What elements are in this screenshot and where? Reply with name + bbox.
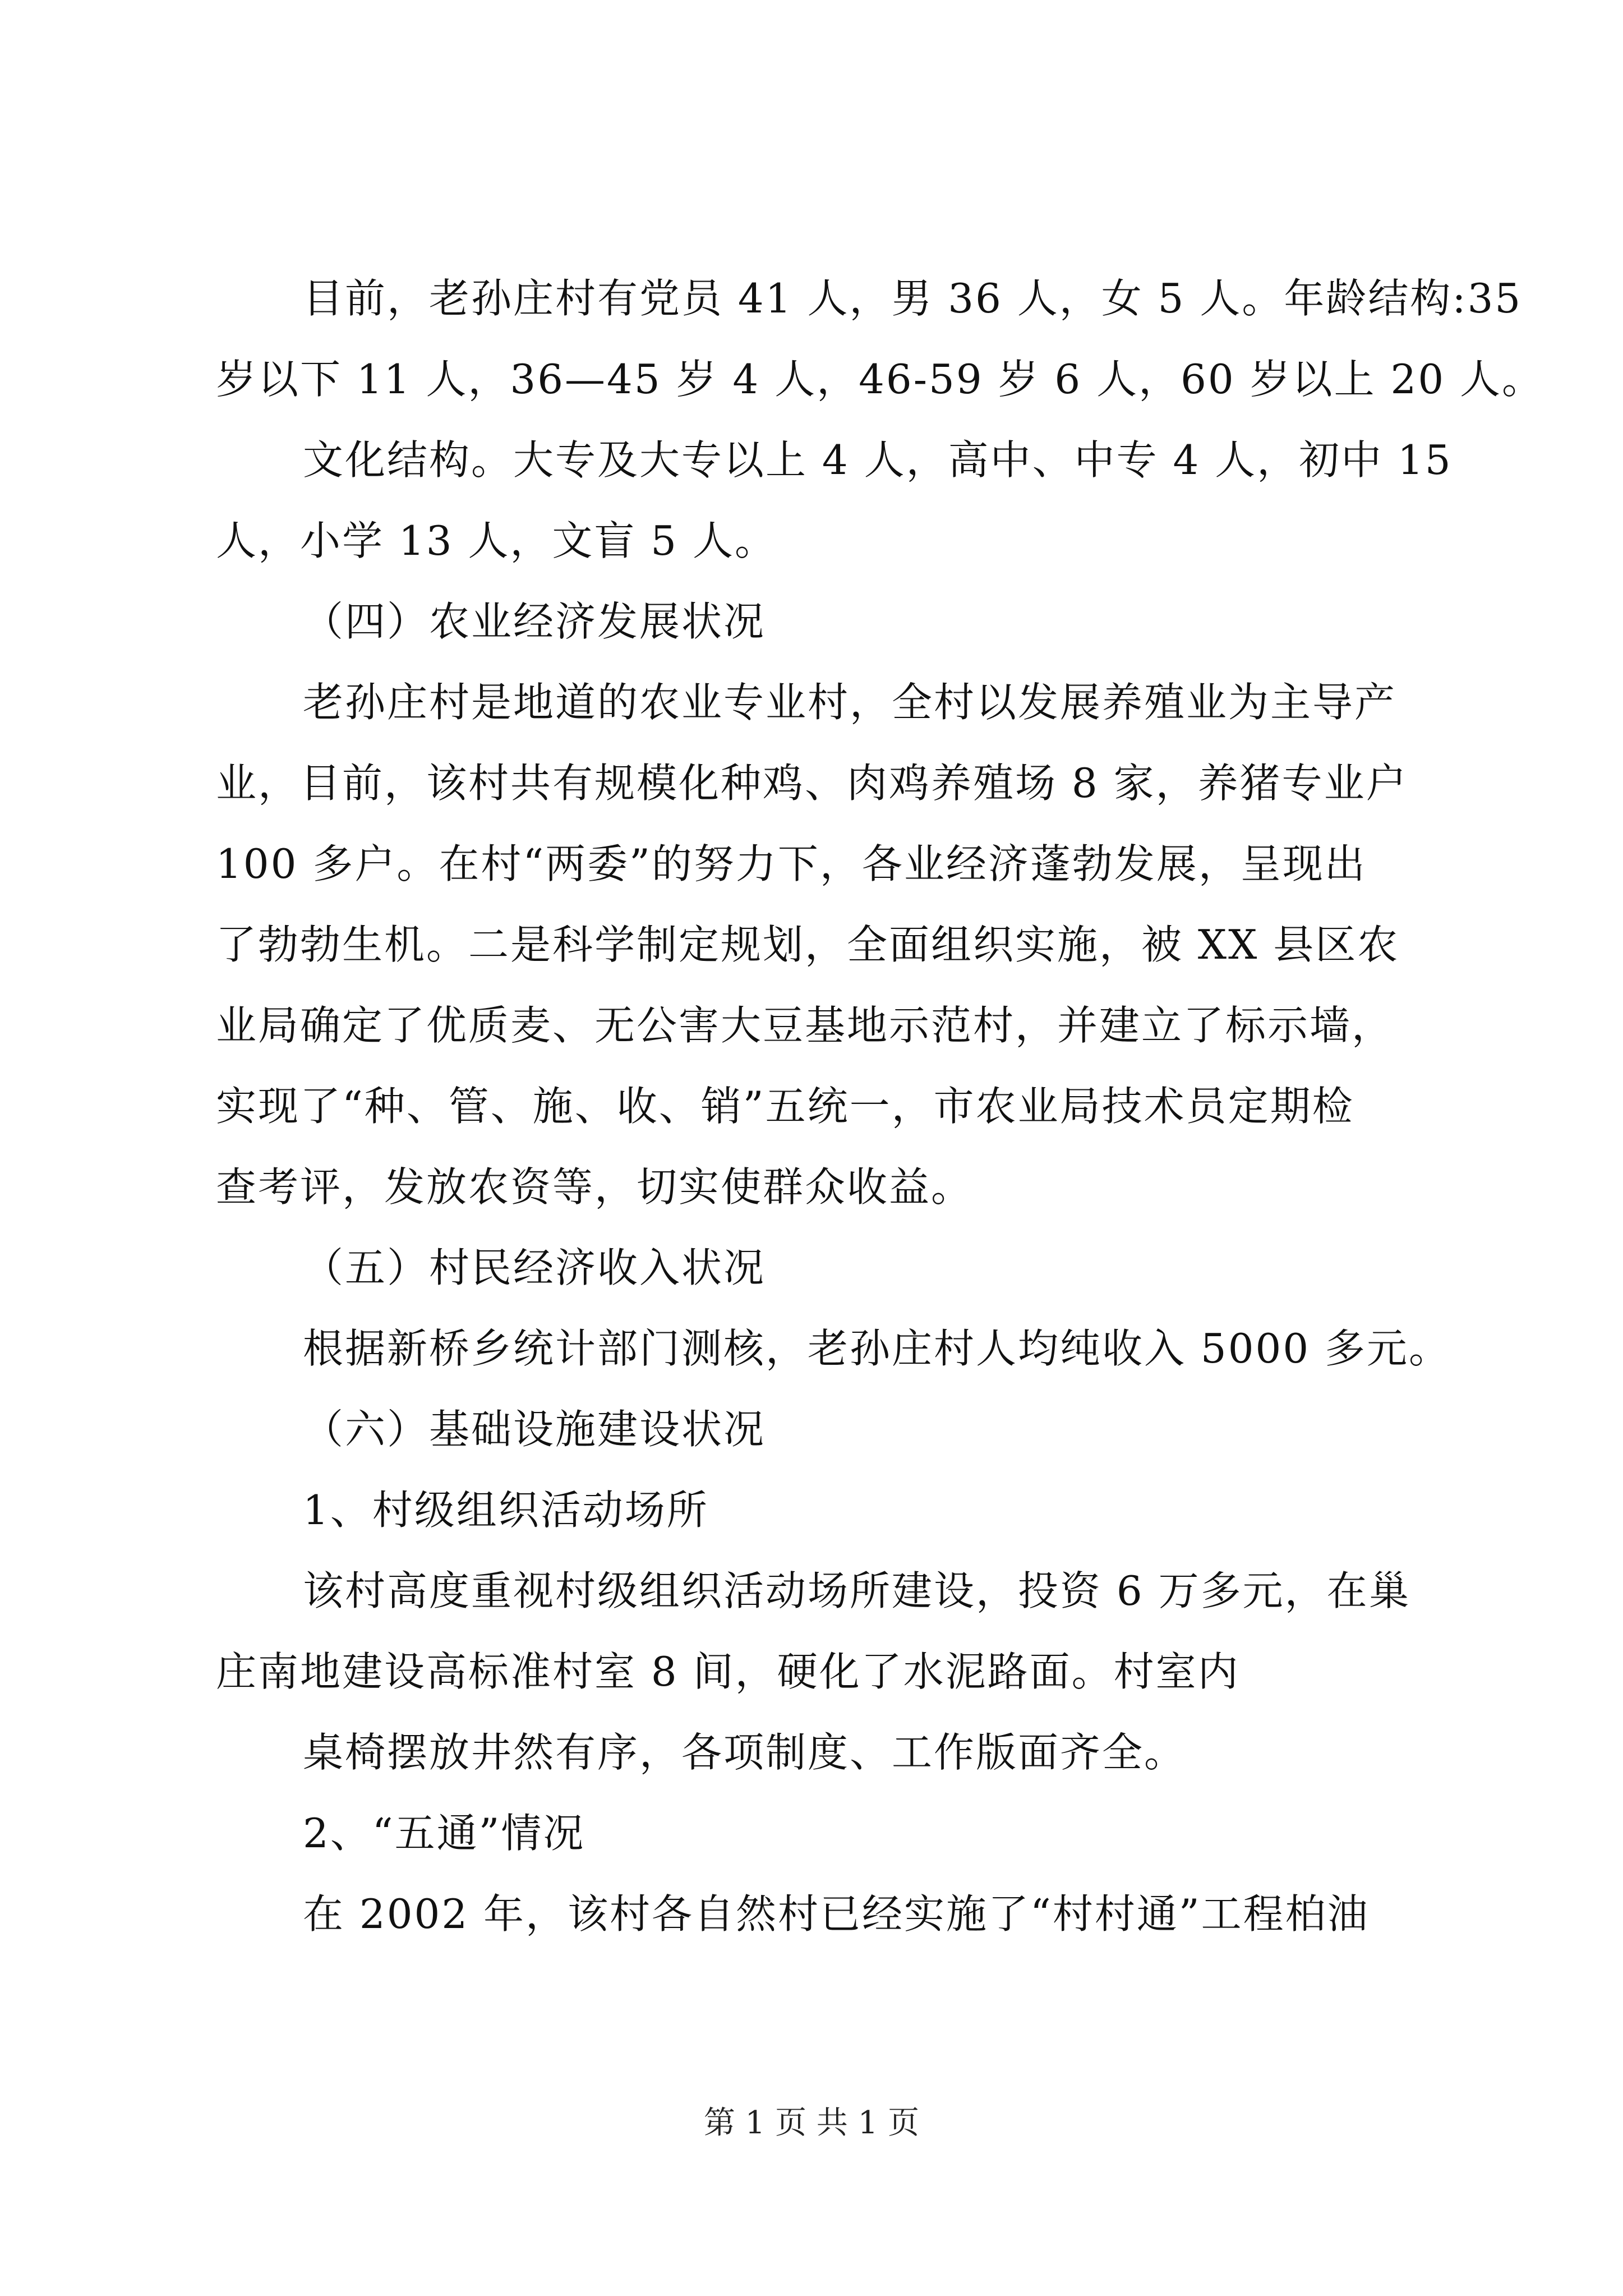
document-body (216, 258, 1544, 1954)
page-footer: 第 1 页 共 1 页 (703, 2105, 920, 2141)
text-line: （四）农业经济发展状况 (303, 598, 766, 645)
text-line: 人，小学 13 人，文盲 5 人。 (216, 517, 777, 564)
text-line: 业局确定了优质麦、无公害大豆基地示范村，并建立了标示墙， (216, 1002, 1394, 1049)
text-line: 实现了“种、管、施、收、销”五统一，市农业局技术员定期检 (216, 1083, 1354, 1130)
text-line: 老孙庄村是地道的农业专业村，全村以发展养殖业为主导产 (303, 679, 1397, 726)
text-line: 在 2002 年，该村各自然村已经实施了“村村通”工程柏油 (303, 1890, 1370, 1938)
text-line: 查考评，发放农资等，切实使群众收益。 (216, 1163, 974, 1211)
text-line: 2、“五通”情况 (303, 1810, 585, 1857)
text-line: 根据新桥乡统计部门测核，老孙庄村人均纯收入 5000 多元。 (303, 1325, 1451, 1372)
text-line: （五）村民经济收入状况 (303, 1244, 766, 1291)
text-line: 1、村级组织活动场所 (303, 1487, 709, 1534)
text-line: 该村高度重视村级组织活动场所建设，投资 6 万多元，在巢 (303, 1567, 1411, 1614)
text-line: 庄南地建设高标准村室 8 间，硬化了水泥路面。村室内 (216, 1648, 1240, 1695)
text-line: 桌椅摆放井然有序，各项制度、工作版面齐全。 (303, 1729, 1187, 1776)
text-line: 100 多户。在村“两委”的努力下，各业经济蓬勃发展，呈现出 (216, 840, 1367, 887)
text-line: （六）基础设施建设状况 (303, 1406, 766, 1453)
text-line: 了勃勃生机。二是科学制定规划，全面组织实施，被 XX 县区农 (216, 921, 1400, 968)
text-line: 岁以下 11 人，36—45 岁 4 人，46-59 岁 6 人，60 岁以上 20 人。 (216, 356, 1544, 403)
text-line: 业，目前，该村共有规模化种鸡、肉鸡养殖场 8 家，养猪专业户 (216, 760, 1408, 807)
text-line: 文化结构。大专及大专以上 4 人，高中、中专 4 人，初中 15 (303, 436, 1453, 484)
text-line: 目前，老孙庄村有党员 41 人，男 36 人，女 5 人。年龄结构:35 (303, 275, 1523, 322)
